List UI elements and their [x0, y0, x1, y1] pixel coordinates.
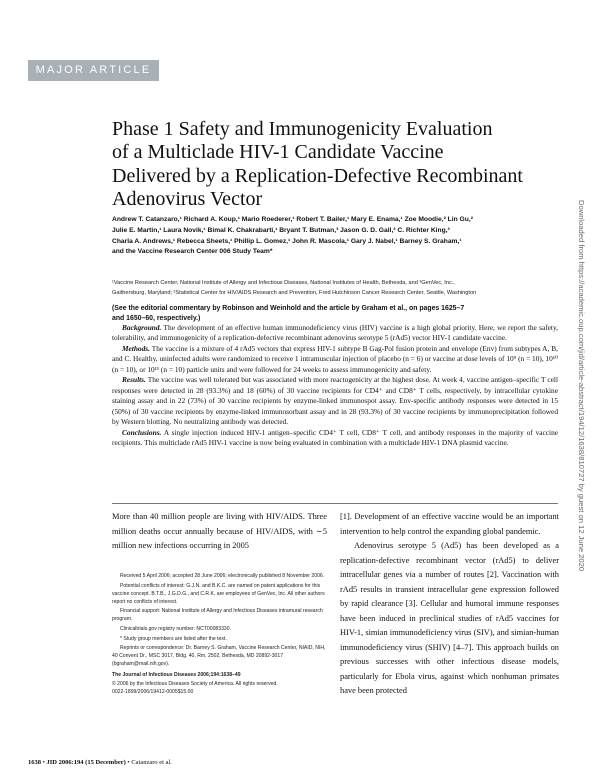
abstract-text: The vaccine was well tolerated but was associated with more reactogenicity at the highest dose. At week 4, vaccine antigen–specific T cell responses were detected in 28 (93.3%) and 18 (60%) of 30 vaccine recipients for CD4⁺ and CD8⁺ T cells, respectively, by intracellular cytokine staining assay and in 22 (73%) of 30 vaccine recipients by enzyme-linked immunospot assay. Env-specific antibody responses were detected in 15 (50%) of 30 vaccine recipients by enzyme-linked immunosorbant assay and in 28 (93.3%) of 30 vaccine recipients by immunoprecipitation followed by Western blotting. No neutralizing antibody was detected.: [112, 375, 558, 427]
editorial-line: (See the editorial commentary by Robinson and Weinhold and the article by Graham et al., on pages 1625–7: [112, 305, 465, 312]
title-line: Phase 1 Safety and Immunogenicity Evaluation: [112, 118, 493, 140]
footnote-study-group: * Study group members are listed after the text.: [120, 635, 227, 642]
body-column-left: [112, 510, 327, 554]
footnote-reprints: Reprints or correspondence: Dr. Barney S. Graham, Vaccine Research Center, NIAID, NIH, 40 Convent Dr., MSC 3017, Bldg. 40, Rm. 2502, Bethesda, MD 20892-3017 (bgraham@mail.nih.gov).: [112, 645, 326, 668]
author-line: Julie E. Martin,¹ Laura Novik,¹ Bimal K. Chakrabarti,¹ Bryant T. Butman,³ Jason G. D. Gall,³ C. Richter King,³: [112, 226, 450, 234]
author-list: [112, 215, 557, 258]
abstract-conclusions: [112, 428, 558, 449]
abstract-label: Background.: [122, 323, 162, 332]
footnote-support: Financial support: National Institute of Allergy and Infectious Diseases intramural research program.: [112, 608, 323, 623]
abstract-label: Results.: [122, 375, 146, 385]
page-footer: 1638 • JID 2006:194 (15 December) • Catanzaro et al.: [28, 759, 172, 766]
copyright-line: © 2006 by the Infectious Diseases Society of America. All rights reserved.: [112, 681, 278, 688]
section-banner: MAJOR ARTICLE: [28, 60, 159, 81]
abstract-results: [112, 375, 558, 427]
page-number: 1638: [28, 759, 41, 766]
author-line: Charla A. Andrews,¹ Rebecca Sheets,¹ Phillip L. Gomez,¹ John R. Mascola,¹ Gary J. Nabel,¹ Barney S. Graham,¹: [112, 237, 462, 245]
body-paragraph: Adenovirus serotype 5 (Ad5) has been developed as a replication-defective recombinant vector (rAd5) to deliver intracellular genes via a number of routes [2]. Vaccination with rAd5 results in transient intracellular gene expression followed by rapid clearance [3]. Cellular and humoral immune responses have been induced in preclinical studies of rAd5 vaccines for HIV-1, simian immunodeficiency virus (SIV), and simian-human immunodeficiency virus (SHIV) [4–7]. This approach builds on previous successes with other infectious disease models, particularly for Ebola virus, against which nonhuman primates have been protected: [340, 541, 559, 695]
article-title: [112, 118, 552, 211]
abstract-text: The vaccine is a mixture of 4 rAd5 vectors that express HIV-1 subtype B Gag-Pol fusion protein and envelope (Env) from subtypes A, B, and C. Healthy, uninfected adults were randomized to receive 1 intramuscular injection of placebo (n = 6) or vaccine at dose levels of 10⁹ (n = 10), 10¹⁰ (n = 10), or 10¹¹ (n = 10) particle units and were followed for 24 weeks to assess immunogenicity and safety.: [112, 343, 558, 374]
abstract-background: [112, 323, 558, 344]
affiliations: [112, 279, 557, 298]
body-column-right: [340, 510, 559, 699]
editorial-line: and 1650–60, respectively.): [112, 315, 201, 323]
editorial-note: [112, 304, 557, 325]
body-paragraph: [1]. Development of an effective vaccine would be an important intervention to help control the expanding global pandemic.: [340, 512, 559, 536]
title-line: of a Multiclade HIV-1 Candidate Vaccine: [112, 141, 444, 164]
author-line: Andrew T. Catanzaro,¹ Richard A. Koup,¹ Mario Roederer,¹ Robert T. Bailer,¹ Mary E. Enama,¹ Zoe Moodie,² Lin Gu,²: [112, 216, 473, 223]
journal-citation: The Journal of Infectious Diseases 2006;194:1638–49: [112, 671, 241, 678]
title-line: Delivered by a Replication-Defective Recombinant: [112, 164, 523, 187]
abstract-label: Methods.: [122, 343, 150, 353]
download-watermark: Downloaded from https://academic.oup.com/jid/article-abstract/194/12/1638/810727 by guest on 12 June 2020: [577, 200, 586, 572]
footer-author: Catanzaro et al.: [131, 759, 172, 766]
footer-citation: JID 2006:194 (15 December): [46, 759, 126, 766]
footnote-registry: Clinicaltrials.gov registry number: NCT00083330.: [120, 626, 231, 633]
affiliation-line: Gaithersburg, Maryland; ²Statistical Center for HIV/AIDS Research and Prevention, Fred Hutchinson Cancer Research Center, Seattle, Washington: [112, 289, 477, 296]
abstract-text: The development of an effective human immunodeficiency virus (HIV) vaccine is a high global priority. Here, we report the safety, tolerability, and immunogenicity of a replication-defective recombinant adenovirus serotype 5 (rAd5) vector HIV-1 candidate vaccine.: [112, 323, 558, 343]
abstract-label: Conclusions.: [122, 427, 162, 437]
abstract-methods: [112, 344, 558, 375]
abstract: [112, 323, 558, 448]
issn-line: 0022-1899/2006/19412-0005$15.00: [112, 689, 194, 696]
body-paragraph: More than 40 million people are living with HIV/AIDS. Three million deaths occur annually because of HIV/AIDS, with ∼5 million new infections occurring in 2005: [112, 512, 327, 550]
section-divider: [112, 503, 558, 504]
affiliation-line: ¹Vaccine Research Center, National Institute of Allergy and Infectious Diseases, National Institutes of Health, Bethesda, and ³GenVec, Inc.,: [112, 280, 455, 286]
footnote-received: Received 5 April 2006; accepted 28 June 2006; electronically published 8 November 2006.: [120, 573, 325, 579]
title-line: Adenovirus Vector: [112, 187, 263, 210]
author-line: and the Vaccine Research Center 006 Study Team*: [112, 248, 273, 256]
abstract-text: A single injection induced HIV-1 antigen–specific CD4⁺ T cell, CD8⁺ T cell, and antibody responses in the majority of vaccine recipients. This multiclade rAd5 HIV-1 vaccine is now being evaluated in combination with a multiclade HIV-1 DNA plasmid vaccine.: [112, 427, 559, 447]
footnotes: [112, 572, 330, 696]
footnote-conflicts: Potential conflicts of interest: G.J.N. and B.K.C. are named on patent applications for this vaccine concept. B.T.B., J.G.D.G., and C.R.K. are employees of GenVec, Inc. All other authors report no conflicts of interest.: [112, 582, 325, 605]
